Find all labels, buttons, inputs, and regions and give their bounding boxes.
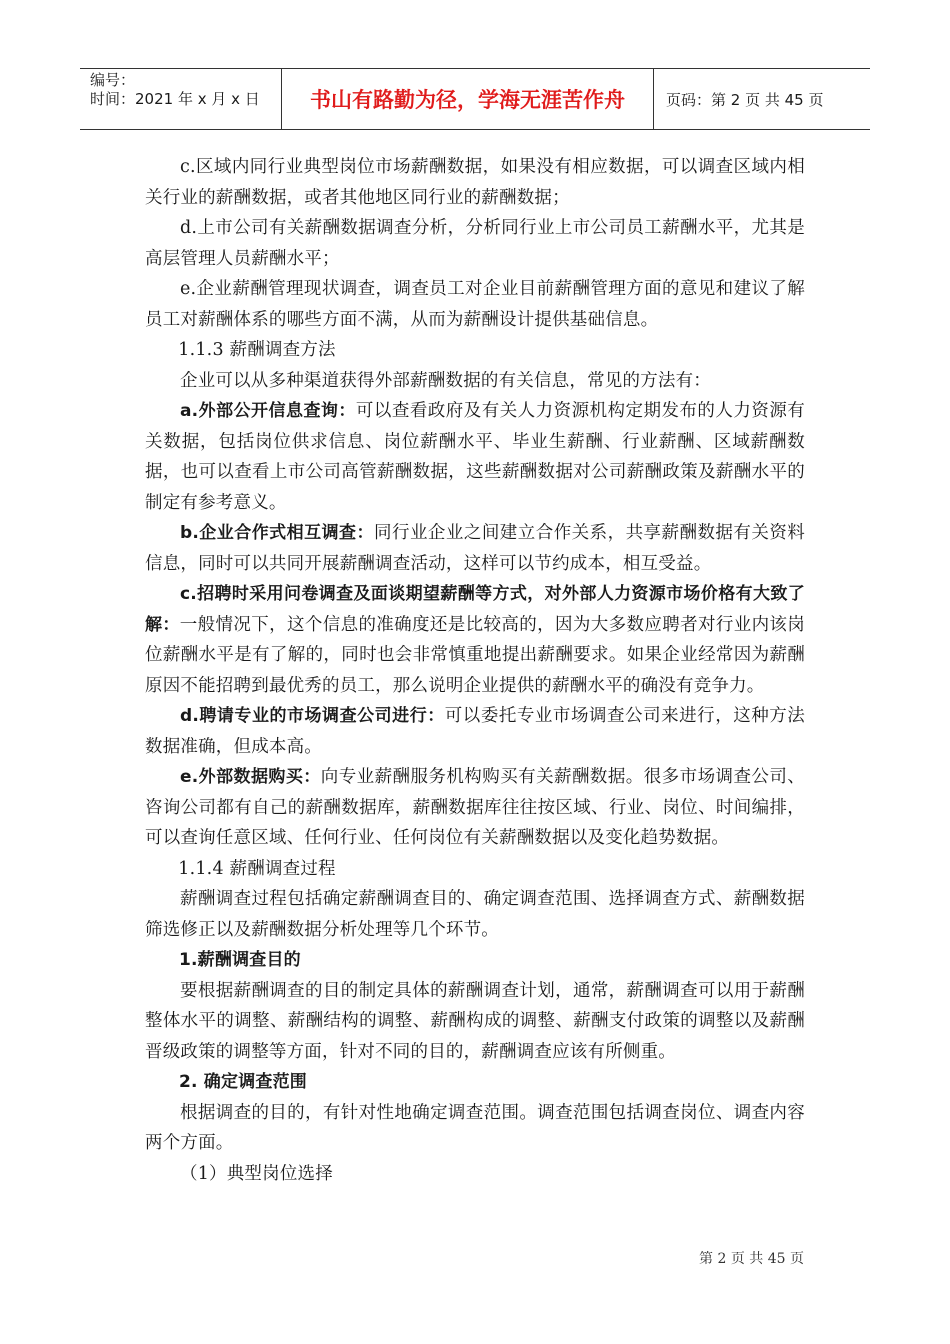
header-meta [80,69,282,129]
paragraph: c.区域内同行业典型岗位市场薪酬数据，如果没有相应数据，可以调查区域内相关行业的薪酬数据，或者其他地区同行业的薪酬数据； [145,157,805,208]
section-heading-1-1-3: 1.1.3 薪酬调查方法 [178,340,336,360]
paragraph: 企业可以从多种渠道获得外部薪酬数据的有关信息，常见的方法有： [180,370,711,391]
method-item-d [145,701,805,762]
document-body [145,152,805,1189]
method-d-title: d.聘请专业的市场调查公司进行： [180,706,445,726]
method-e-title: e.外部数据购买： [180,767,321,787]
subheading-survey-scope: 2. 确定调查范围 [179,1072,308,1092]
paragraph: 要根据薪酬调查的目的制定具体的薪酬调查计划，通常，薪酬调查可以用于薪酬整体水平的调整、薪酬结构的调整、薪酬构成的调整、薪酬支付政策的调整以及薪酬晋级政策的调整等方面，针对不同的目的，薪酬调查应该有所侧重。 [145,980,805,1062]
paragraph: e.企业薪酬管理现状调查，调查员工对企业目前薪酬管理方面的意见和建议了解员工对薪酬体系的哪些方面不满，从而为薪酬设计提供基础信息。 [145,279,805,330]
document-number-label: 编号： [90,71,136,89]
method-a-text: 可以查看政府及有关人力资源机构定期发布的人力资源有关数据，包括岗位供求信息、岗位薪酬水平、毕业生薪酬、行业薪酬、区域薪酬数据，也可以查看上市公司高管薪酬数据，这些薪酬数据对公司薪酬政策及薪酬水平的制定有参考意义。 [145,401,805,513]
method-c-title: c.招聘时采用问卷调查及面谈期望薪酬等方式，对外部人力资源市场价格有大致了解： [145,584,805,635]
method-item-b [145,518,805,579]
method-a-title: a.外部公开信息查询： [180,401,356,421]
paragraph: 根据调查的目的，有针对性地确定调查范围。调查范围包括调查岗位、调查内容两个方面。 [145,1102,805,1153]
header-page-number: 页码：第 2 页 共 45 页 [666,90,824,109]
method-item-e [145,762,805,854]
section-heading-1-1-4: 1.1.4 薪酬调查过程 [178,858,336,879]
method-e-text: 向专业薪酬服务机构购买有关薪酬数据。很多市场调查公司、咨询公司都有自己的薪酬数据库，薪酬数据库往往按区域、行业、岗位、时间编排，可以查询任意区域、任何行业、任何岗位有关薪酬数据以及变化趋势数据。 [145,767,805,848]
paragraph: d.上市公司有关薪酬数据调查分析，分析同行业上市公司员工薪酬水平，尤其是高层管理人员薪酬水平； [145,218,805,269]
method-item-c [145,579,805,701]
list-item-typical-position: （1）典型岗位选择 [180,1163,333,1184]
page-header [80,68,870,130]
method-item-a [145,396,805,518]
document-date-label: 时间：2021 年 x 月 x 日 [90,90,260,108]
method-d-text: 可以委托专业市场调查公司来进行，这种方法数据准确，但成本高。 [145,706,806,757]
header-motto: 书山有路勤为径，学海无涯苦作舟 [282,69,654,129]
paragraph: 薪酬调查过程包括确定薪酬调查目的、确定调查范围、选择调查方式、薪酬数据筛选修正以及薪酬数据分析处理等几个环节。 [145,889,805,940]
method-c-text: 一般情况下，这个信息的准确度还是比较高的，因为大多数应聘者对行业内该岗位薪酬水平是有了解的，同时也会非常慎重地提出薪酬要求。如果企业经常因为薪酬原因不能招聘到最优秀的员工，那么说明企业提供的薪酬水平的确没有竞争力。 [145,614,806,696]
method-b-text: 同行业企业之间建立合作关系，共享薪酬数据有关资料信息，同时可以共同开展薪酬调查活动，这样可以节约成本，相互受益。 [145,523,805,574]
method-b-title: b.企业合作式相互调查： [180,523,374,543]
page-footer: 第 2 页 共 45 页 [699,1251,804,1267]
subheading-survey-purpose: 1.薪酬调查目的 [179,950,301,970]
